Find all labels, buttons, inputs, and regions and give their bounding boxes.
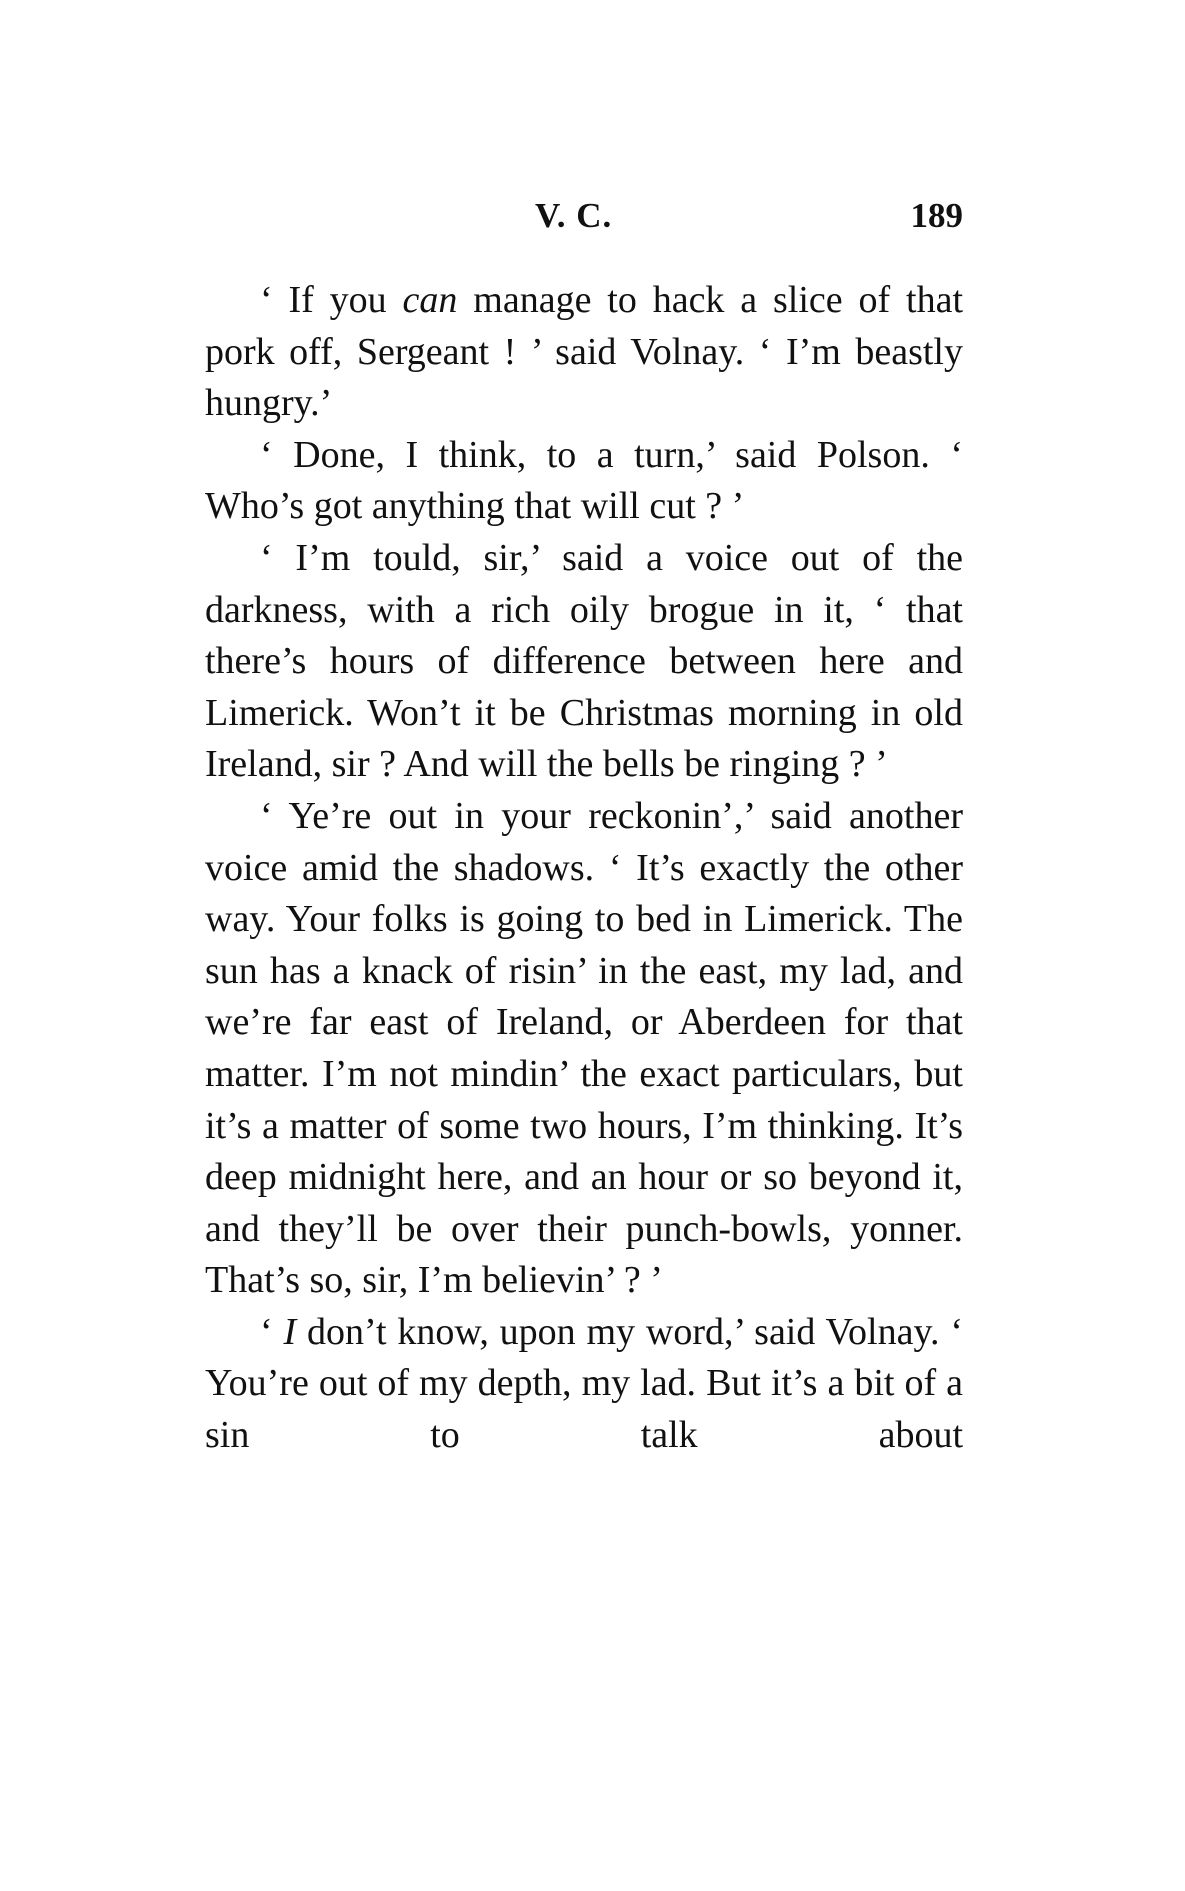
- paragraph: ‘ Done, I think, to a turn,’ said Polson. ‘ Who’s got anything that will cut ? ’: [205, 433, 963, 528]
- paragraph: ‘ I don’t know, upon my word,’ said Volnay. ‘ You’re out of my depth, my lad. But it’s a bit of a sin to talk about: [205, 1310, 964, 1457]
- page-number: 189: [910, 196, 963, 235]
- body-text: [205, 275, 963, 1462]
- running-head: [205, 196, 963, 246]
- paragraph: ‘ I’m tould, sir,’ said a voice out of the darkness, with a rich oily brogue in it, ‘ that there’s hours of difference between here and Limerick. Won’t it be Christmas morning in old Ireland, sir ? And will the bells be ringing ? ’: [205, 536, 963, 786]
- paragraph: ‘ If you can manage to hack a slice of that pork off, Sergeant ! ’ said Volnay. ‘ I’m beastly hungry.’: [205, 279, 963, 425]
- running-title: V. C.: [535, 196, 613, 235]
- paragraph: ‘ Ye’re out in your reckonin’,’ said another voice amid the shadows. ‘ It’s exactly the other way. Your folks is going to bed in Limerick. The sun has a knack of risin’ in the east, my lad, and we’re far east of Ireland, or Aberdeen for that matter. I’m not mindin’ the exact particulars, but it’s a matter of some two hours, I’m thinking. It’s deep midnight here, and an hour or so beyond it, and they’ll be over their punch-bowls, yonner. That’s so, sir, I’m believin’ ? ’: [205, 794, 963, 1302]
